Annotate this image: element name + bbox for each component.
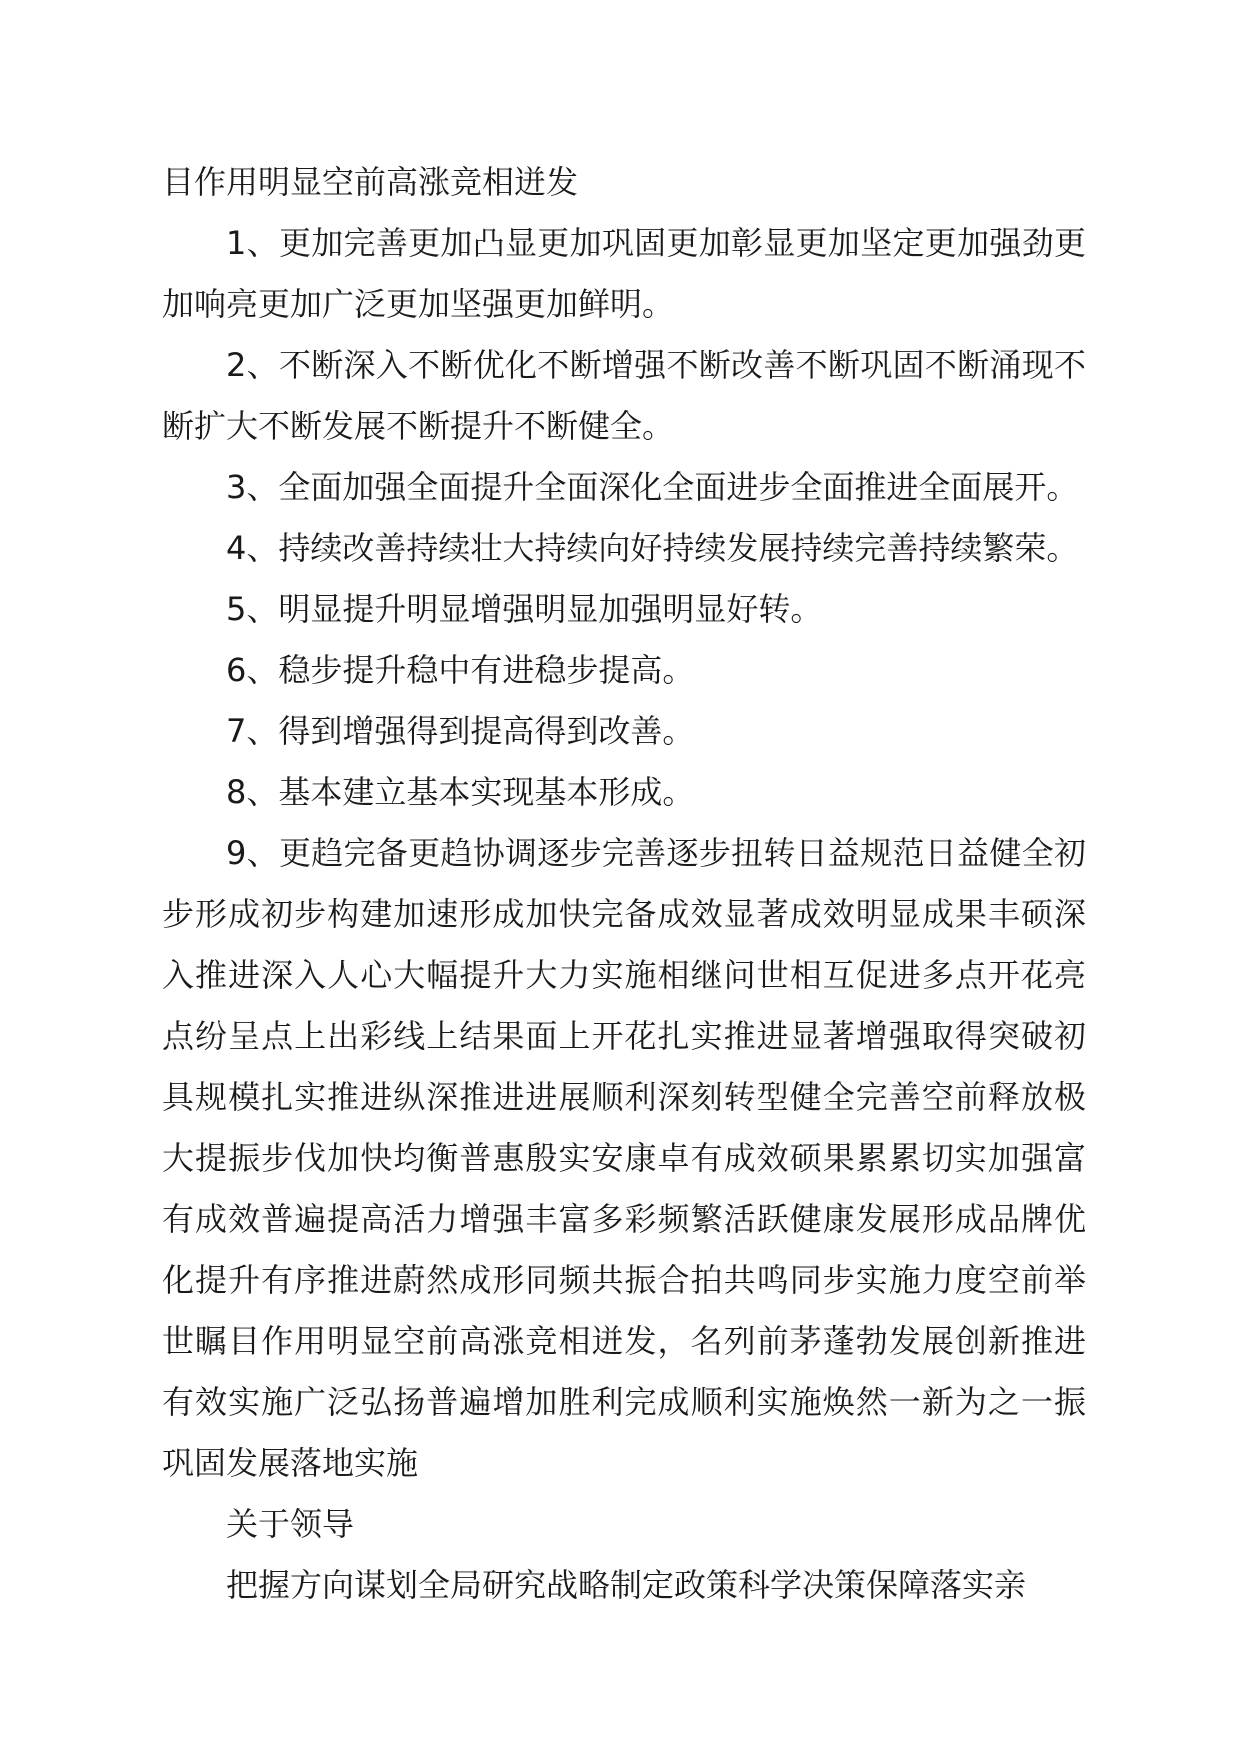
paragraph-item-1: 1、更加完善更加凸显更加巩固更加彰显更加坚定更加强劲更加响亮更加广泛更加坚强更加鲜明。 bbox=[162, 224, 1086, 323]
paragraph-item-9: 9、更趋完备更趋协调逐步完善逐步扭转日益规范日益健全初步形成初步构建加速形成加快完备成效显著成效明显成果丰硕深入推进深入人心大幅提升大力实施相继问世相互促进多点开花亮点纷呈点上出彩线上结果面上开花扎实推进显著增强取得突破初具规模扎实推进纵深推进进展顺利深刻转型健全完善空前释放极大提振步伐加快均衡普惠殷实安康卓有成效硕果累累切实加强富有成效普遍提高活力增强丰富多彩频繁活跃健康发展形成品牌优化提升有序推进蔚然成形同频共振合拍共鸣同步实施力度空前举世瞩目作用明显空前高涨竞相迸发，名列前茅蓬勃发展创新推进有效实施广泛弘扬普遍增加胜利完成顺利实施焕然一新为之一振巩固发展落地实施 bbox=[162, 834, 1086, 1482]
paragraph-item-8: 8、基本建立基本实现基本形成。 bbox=[226, 773, 695, 811]
section-heading-leadership: 关于领导 bbox=[226, 1505, 355, 1543]
paragraph-item-4: 4、持续改善持续壮大持续向好持续发展持续完善持续繁荣。 bbox=[226, 529, 1079, 567]
paragraph-item-5: 5、明显提升明显增强明显加强明显好转。 bbox=[226, 590, 823, 628]
paragraph-leadership: 把握方向谋划全局研究战略制定政策科学决策保障落实亲 bbox=[226, 1566, 1027, 1604]
document-page bbox=[162, 152, 1086, 1616]
paragraph-continuation: 目作用明显空前高涨竞相迸发 bbox=[162, 163, 579, 201]
paragraph-item-6: 6、稳步提升稳中有进稳步提高。 bbox=[226, 651, 695, 689]
paragraph-item-7: 7、得到增强得到提高得到改善。 bbox=[226, 712, 695, 750]
paragraph-item-3: 3、全面加强全面提升全面深化全面进步全面推进全面展开。 bbox=[226, 468, 1079, 506]
paragraph-item-2: 2、不断深入不断优化不断增强不断改善不断巩固不断涌现不断扩大不断发展不断提升不断健全。 bbox=[162, 346, 1086, 445]
